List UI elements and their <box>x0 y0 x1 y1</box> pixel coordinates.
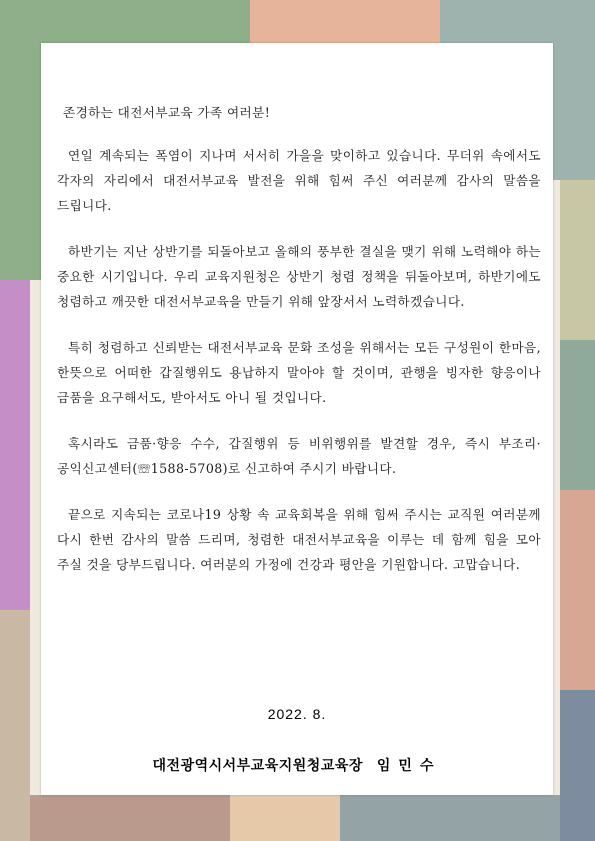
border-patch-sand <box>230 795 340 841</box>
letter-paragraph: 하반기는 지난 상반기를 되돌아보고 올해의 풍부한 결실을 맺기 위해 노력해야 하는 중요한 시기입니다. 우리 교육지원청은 상반기 청렴 정책을 뒤돌아보며, 하반기에도 청렴하고 깨끗한 대전서부교육을 만들기 위해 앞장서서 노력하겠습니다. <box>57 244 541 309</box>
border-patch-rose <box>560 490 595 690</box>
border-patch-slate <box>560 690 595 841</box>
sender-name: 임민수 <box>376 758 442 774</box>
letter-greeting: 존경하는 대전서부교육 가족 여러분! <box>63 105 271 120</box>
sender-title: 대전광역시서부교육지원청교육장 <box>152 758 363 774</box>
letter-sender <box>41 755 553 775</box>
letter-paper <box>41 43 553 795</box>
letter-date: 2022. 8. <box>267 706 327 722</box>
border-patch-beige <box>0 610 30 841</box>
letter-paragraph: 연일 계속되는 폭염이 지나며 서서히 가을을 맞이하고 있습니다. 무더위 속에서도 각자의 자리에서 대전서부교육 발전을 위해 힘써 주신 여러분께 감사의 말씀을 드립니다. <box>57 148 541 213</box>
letter-paragraph: 특히 청렴하고 신뢰받는 대전서부교육 문화 조성을 위해서는 모든 구성원이 한마음, 한뜻으로 어떠한 갑질행위도 용납하지 말아야 할 것이며, 관행을 빙자한 향응이나 금품을 요구해서도, 받아서도 아니 될 것입니다. <box>57 340 541 405</box>
border-patch-peach <box>250 0 440 46</box>
border-patch-gray-blue <box>340 795 560 841</box>
border-patch-purple <box>0 280 30 610</box>
letter-paragraph: 혹시라도 금품·향응 수수, 갑질행위 등 비위행위를 발견할 경우, 즉시 부조리·공익신고센터(☏1588-5708)로 신고하여 주시기 바랍니다. <box>57 436 541 476</box>
border-patch-sage <box>560 340 595 490</box>
border-patch-khaki <box>560 180 595 340</box>
letter-paragraph: 끝으로 지속되는 코로나19 상황 속 교육회복을 위해 힘써 주시는 교직원 여러분께 다시 한번 감사의 말씀 드리며, 청렴한 대전서부교육을 이루는 데 함께 힘을 모아 주실 것을 당부드립니다. 여러분의 가정에 건강과 평안을 기원합니다. 고맙습니다. <box>57 507 541 572</box>
border-patch-mauve <box>30 795 230 841</box>
letter-body <box>57 103 541 598</box>
